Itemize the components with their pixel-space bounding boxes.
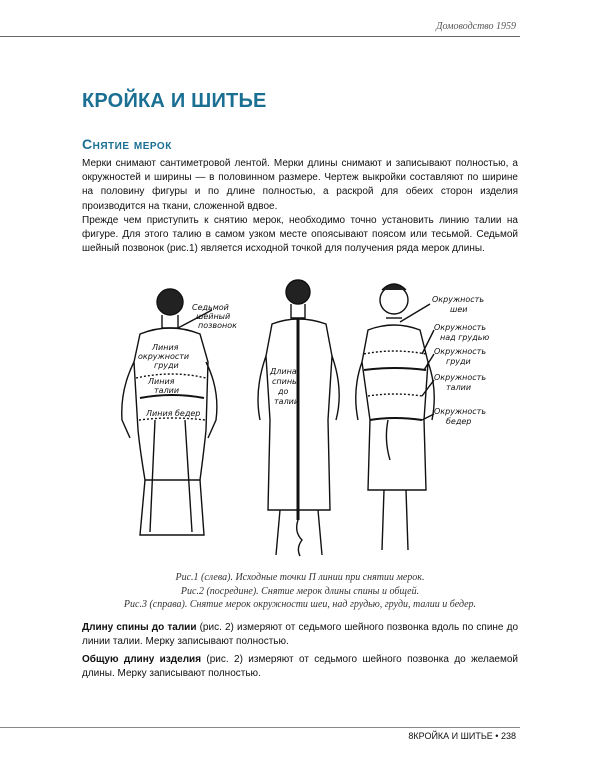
figure-2-back-view <box>258 280 339 556</box>
figure-1-labels <box>138 303 237 418</box>
footer-rule <box>0 727 520 728</box>
paragraph-intro: Мерки снимают сантиметровой лентой. Мерки длины снимают и записывают полностью, а окружностей и ширины — в половинном размере. Чертеж выкройки составляют по ширине на половину фигуры и по длине полностью, а раскрой для обеих сторон изделия производится на ткани, сложенной вдвое. <box>82 158 518 212</box>
label-neck-2: шеи <box>450 305 468 314</box>
caption-fig3: Рис.3 (справа). Снятие мерок окружности шеи, над грудью, груди, талии и бедер. <box>123 599 477 611</box>
header-rule <box>0 36 520 37</box>
label-bust-line-3: груди <box>154 361 179 370</box>
paragraph-total-length <box>82 653 518 681</box>
label-above-bust-2: над грудью <box>440 333 490 342</box>
label-back-length-2: спины <box>272 377 299 386</box>
chapter-title: КРОЙКА И ШИТЬЕ <box>82 90 267 112</box>
label-seventh-vertebra-3: позвонок <box>198 321 237 330</box>
page-footer <box>408 731 516 741</box>
label-waist-line-1: Линия <box>148 377 175 386</box>
running-header: Домоводство 1959 <box>436 21 516 32</box>
label-hips-2: бедер <box>446 417 472 426</box>
term-back-length: Длину спины до талии <box>82 622 197 633</box>
label-hip-line: Линия бедер <box>146 409 201 418</box>
footer-bullet: • <box>495 731 499 741</box>
label-back-length-3: до <box>278 387 289 396</box>
label-back-length-4: талии <box>274 397 300 406</box>
footer-chapter: 8КРОЙКА И ШИТЬЕ <box>408 731 493 741</box>
label-bust-line-1: Линия <box>152 343 179 352</box>
paragraph-waist: Прежде чем приступить к снятию мерок, необходимо точно установить линию талии на фигуре. Для этого талию в самом узком месте опоясывают поясом или тесьмой. Седьмой шейный позвонок (рис.1) является исходной точкой для получения ряда мерок длины. <box>82 215 518 255</box>
label-waist-1: Окружность <box>434 373 487 382</box>
figure-2-labels <box>269 367 299 406</box>
label-above-bust-1: Окружность <box>434 323 487 332</box>
label-bust-1: Окружность <box>434 347 487 356</box>
measurement-illustration <box>100 270 500 562</box>
label-hips-1: Окружность <box>434 407 487 416</box>
label-bust-line-2: окружности <box>138 352 190 361</box>
figure-captions <box>82 571 518 612</box>
label-seventh-vertebra-2: шейный <box>196 312 231 321</box>
label-back-length-1: Длина <box>270 367 297 376</box>
figure-3-front-view <box>356 284 435 550</box>
label-waist-2: талии <box>446 383 472 392</box>
section-title: Снятие мерок <box>82 136 172 152</box>
paragraph-total-length-text: (рис. 2) измеряют от седьмого шейного позвонка до желаемой длины. Мерку записывают полностью. <box>82 654 518 680</box>
term-total-length: Общую длину изделия <box>82 654 202 665</box>
figure-3-labels <box>432 295 489 426</box>
label-neck-1: Окружность <box>432 295 485 304</box>
paragraph-back-length-text: (рис. 2) измеряют от седьмого шейного позвонка вдоль по спине до линии талии. Мерку записывают полностью. <box>82 622 519 648</box>
label-bust-2: груди <box>446 357 471 366</box>
caption-fig2: Рис.2 (посредине). Снятие мерок длины спины и общей. <box>180 585 420 597</box>
label-seventh-vertebra-1: Седьмой <box>192 303 229 312</box>
caption-fig1: Рис.1 (слева). Исходные точки П линии при снятии мерок. <box>175 572 425 583</box>
page-number: 238 <box>500 731 516 741</box>
paragraph-back-length <box>82 621 518 649</box>
label-waist-line-2: талии <box>154 386 180 395</box>
